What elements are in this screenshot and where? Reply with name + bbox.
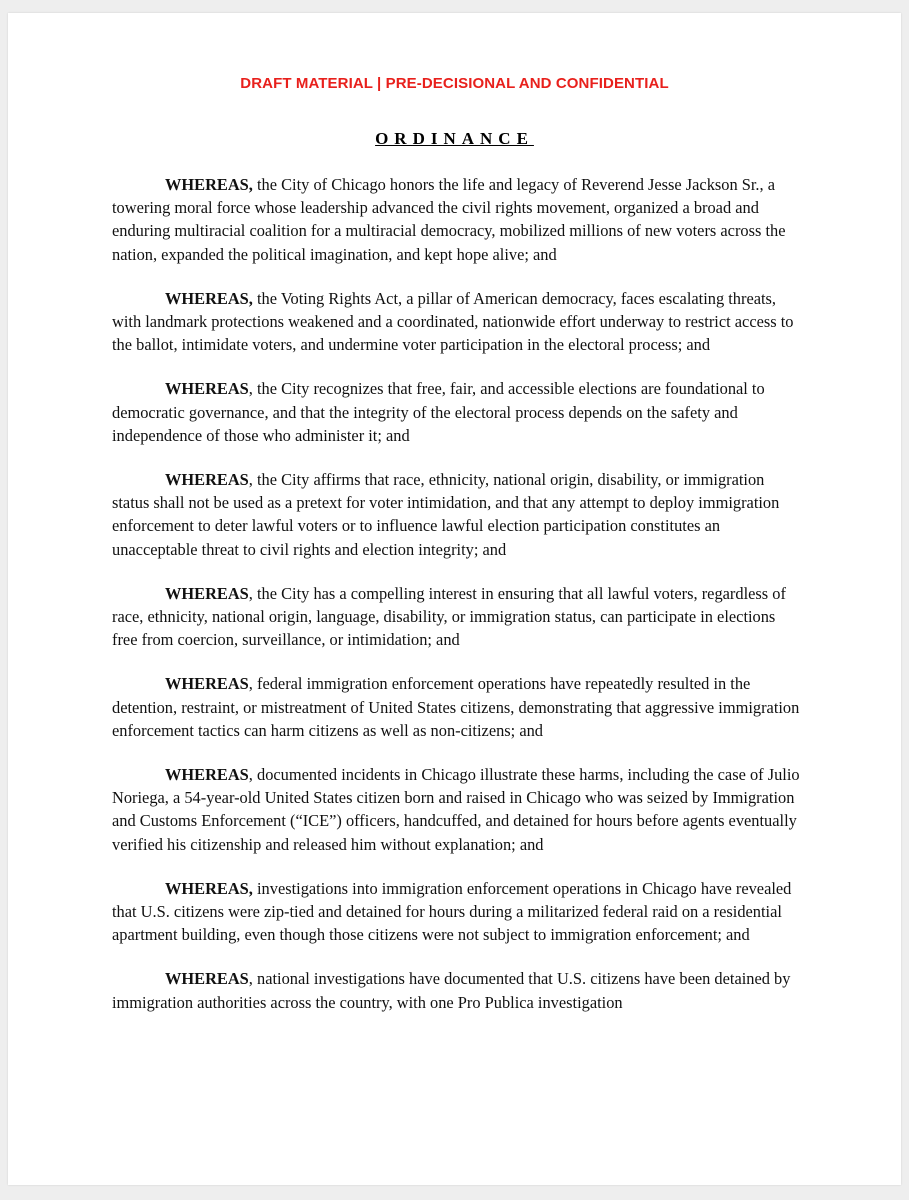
paragraph-text: , the City affirms that race, ethnicity, national origin, disability, or immigration status shall not be used as a pretext for voter intimidation, and that any attempt to deploy immigration enforcement to deter lawful voters or to influence lawful election participation constitutes an unacceptable threat to civil rights and election integrity; and xyxy=(112,470,780,559)
whereas-paragraph xyxy=(112,468,802,561)
paragraph-text: , the City has a compelling interest in ensuring that all lawful voters, regardless of race, ethnicity, national origin, language, disability, or immigration status, can participate in elections free from coercion, surveillance, or intimidation; and xyxy=(112,583,786,650)
whereas-keyword: WHEREAS xyxy=(165,674,249,694)
whereas-paragraph xyxy=(112,377,802,447)
whereas-keyword: WHEREAS xyxy=(165,379,249,399)
document-title: ORDINANCE xyxy=(375,129,534,148)
whereas-keyword: WHEREAS xyxy=(165,470,249,490)
confidentiality-banner: DRAFT MATERIAL | PRE-DECISIONAL AND CONFIDENTIAL xyxy=(240,75,669,92)
whereas-paragraph xyxy=(112,877,802,947)
whereas-keyword: WHEREAS, xyxy=(165,878,253,898)
whereas-keyword: WHEREAS xyxy=(165,765,249,785)
paragraph-text: , documented incidents in Chicago illustrate these harms, including the case of Julio Noriega, a 54-year-old United States citizen born and raised in Chicago who was seized by Immigration and Customs Enforcement (“ICE”) officers, handcuffed, and detained for hours before agents eventually verified his citizenship and released him without explanation; and xyxy=(112,765,800,854)
paragraph-text: investigations into immigration enforcement operations in Chicago have revealed that U.S. citizens were zip-tied and detained for hours during a militarized federal raid on a residential apartment building, even though those citizens were not subject to immigration enforcement; and xyxy=(112,878,792,945)
document-body xyxy=(112,173,802,1014)
whereas-paragraph xyxy=(112,672,802,742)
paragraph-text: the Voting Rights Act, a pillar of American democracy, faces escalating threats, with landmark protections weakened and a coordinated, nationwide effort underway to restrict access to the ballot, intimidate voters, and undermine voter participation in the electoral process; and xyxy=(112,288,794,355)
whereas-keyword: WHEREAS xyxy=(165,583,249,603)
whereas-keyword: WHEREAS xyxy=(165,969,249,989)
paragraph-text: , federal immigration enforcement operations have repeatedly resulted in the detention, restraint, or mistreatment of United States citizens, demonstrating that aggressive immigration enforcement tactics can harm citizens as well as non-citizens; and xyxy=(112,674,800,740)
document-page xyxy=(8,13,901,1185)
whereas-paragraph xyxy=(112,582,802,652)
whereas-keyword: WHEREAS, xyxy=(165,288,253,308)
paragraph-text: the City of Chicago honors the life and legacy of Reverend Jesse Jackson Sr., a towering moral force whose leadership advanced the civil rights movement, organized a broad and enduring multiracial coalition for a multiracial democracy, mobilized millions of new voters across the nation, expanded the political imagination, and kept hope alive; and xyxy=(112,175,786,264)
whereas-paragraph xyxy=(112,287,802,357)
whereas-paragraph xyxy=(112,967,802,1013)
whereas-paragraph xyxy=(112,763,802,856)
paragraph-text: , the City recognizes that free, fair, and accessible elections are foundational to democratic governance, and that the integrity of the electoral process depends on the safety and independence of those who administer it; and xyxy=(112,379,765,445)
whereas-paragraph xyxy=(112,173,802,266)
whereas-keyword: WHEREAS, xyxy=(165,175,253,194)
paragraph-text: , national investigations have documented that U.S. citizens have been detained by immigration authorities across the country, with one Pro Publica investigation xyxy=(112,969,791,1012)
